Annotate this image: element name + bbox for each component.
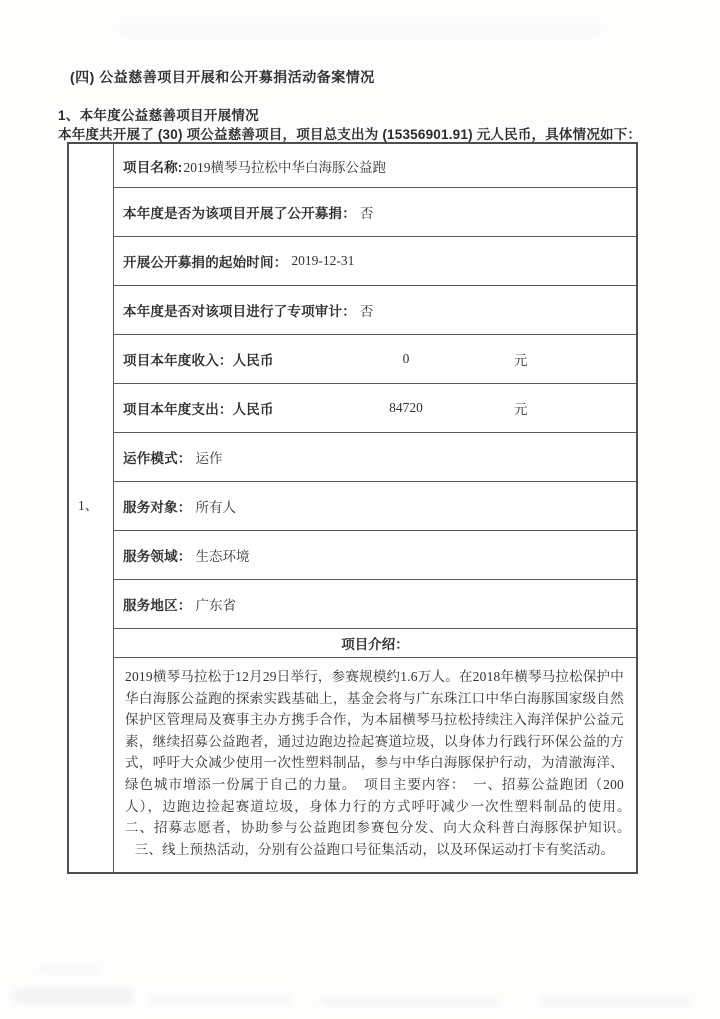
service-field-value: 生态环境 <box>195 549 250 564</box>
special-audit-label: 本年度是否对该项目进行了专项审计： <box>123 304 356 319</box>
service-target-label: 服务对象： <box>123 500 192 515</box>
annual-income-amount: 0 <box>402 351 410 366</box>
scan-smudge <box>150 995 290 1005</box>
service-area-label: 服务地区： <box>123 598 192 613</box>
project-index-number: 1、 <box>78 498 99 513</box>
annual-expense-unit: 元 <box>514 402 528 417</box>
project-name-label: 项目名称: <box>123 159 183 175</box>
row-project-name <box>114 144 636 188</box>
subsection-heading: 1、本年度公益慈善项目开展情况 <box>58 108 260 123</box>
operation-mode-value: 运作 <box>195 451 223 466</box>
service-target-value: 所有人 <box>195 500 236 515</box>
fundraising-start-label: 开展公开募捐的起始时间： <box>123 255 288 270</box>
public-fundraising-label: 本年度是否为该项目开展了公开募捐： <box>123 206 356 221</box>
annual-income-label: 项目本年度收入：人民币 <box>123 353 274 368</box>
scan-smudge <box>320 998 500 1007</box>
project-index-column <box>69 144 114 872</box>
summary-line: 本年度共开展了 (30) 项公益慈善项目，项目总支出为 (15356901.91) 元人民币，具体情况如下： <box>58 127 642 142</box>
project-name-value: 2019横琴马拉松中华白海豚公益跑 <box>183 159 386 175</box>
row-special-audit <box>114 286 636 335</box>
row-service-field <box>114 531 636 580</box>
annual-expense-label: 项目本年度支出：人民币 <box>123 402 274 417</box>
scan-smudge <box>14 988 134 1004</box>
scan-smudge <box>40 965 100 975</box>
project-detail-column <box>114 144 636 872</box>
row-service-target <box>114 482 636 531</box>
operation-mode-label: 运作模式： <box>123 451 192 466</box>
row-public-fundraising <box>114 188 636 237</box>
fundraising-start-value: 2019-12-31 <box>291 253 355 268</box>
service-field-label: 服务领域： <box>123 549 192 564</box>
annual-income-unit: 元 <box>514 353 528 368</box>
project-intro-text: 2019横琴马拉松于12月29日举行，参赛规模约1.6万人。在2018年横琴马拉松保护中华白海豚公益跑的探索实践基础上，基金会将与广东珠江口中华白海豚国家级自然保护区管理局及赛事主办方携手合作，为本届横琴马拉松持续注入海洋保护公益元素，继续招募公益跑者，通过边跑边捡起赛道垃圾，以身体力行践行环保公益的方式，呼吁大众减少使用一次性塑料制品，参与中华白海豚保护行动，为清澈海洋、绿色城市增添一份属于自己的力量。 项目主要内容： 一、招募公益跑团（200人），边跑边捡起赛道垃圾，身体力行的方式呼吁减少一次性塑料制品的使用。 二、招募志愿者，协助参与公益跑团参赛包分发、向大众科普白海豚保护知识。 三、线上预热活动，分别有公益跑口号征集活动，以及环保运动打卡有奖活动。 <box>125 669 638 857</box>
section-heading: (四) 公益慈善项目开展和公开募捐活动备案情况 <box>70 69 375 85</box>
special-audit-value: 否 <box>359 304 374 319</box>
project-report-table <box>67 142 638 874</box>
row-annual-income <box>114 335 636 384</box>
project-intro-header: 项目介绍： <box>114 629 636 658</box>
annual-expense-amount: 84720 <box>389 400 423 415</box>
scan-ghosting-artifact <box>120 24 600 38</box>
service-area-value: 广东省 <box>195 598 236 613</box>
row-annual-expense <box>114 384 636 433</box>
public-fundraising-value: 否 <box>359 206 374 221</box>
scan-smudge <box>540 996 690 1006</box>
row-service-area <box>114 580 636 629</box>
row-fundraising-start-date <box>114 237 636 286</box>
row-operation-mode <box>114 433 636 482</box>
